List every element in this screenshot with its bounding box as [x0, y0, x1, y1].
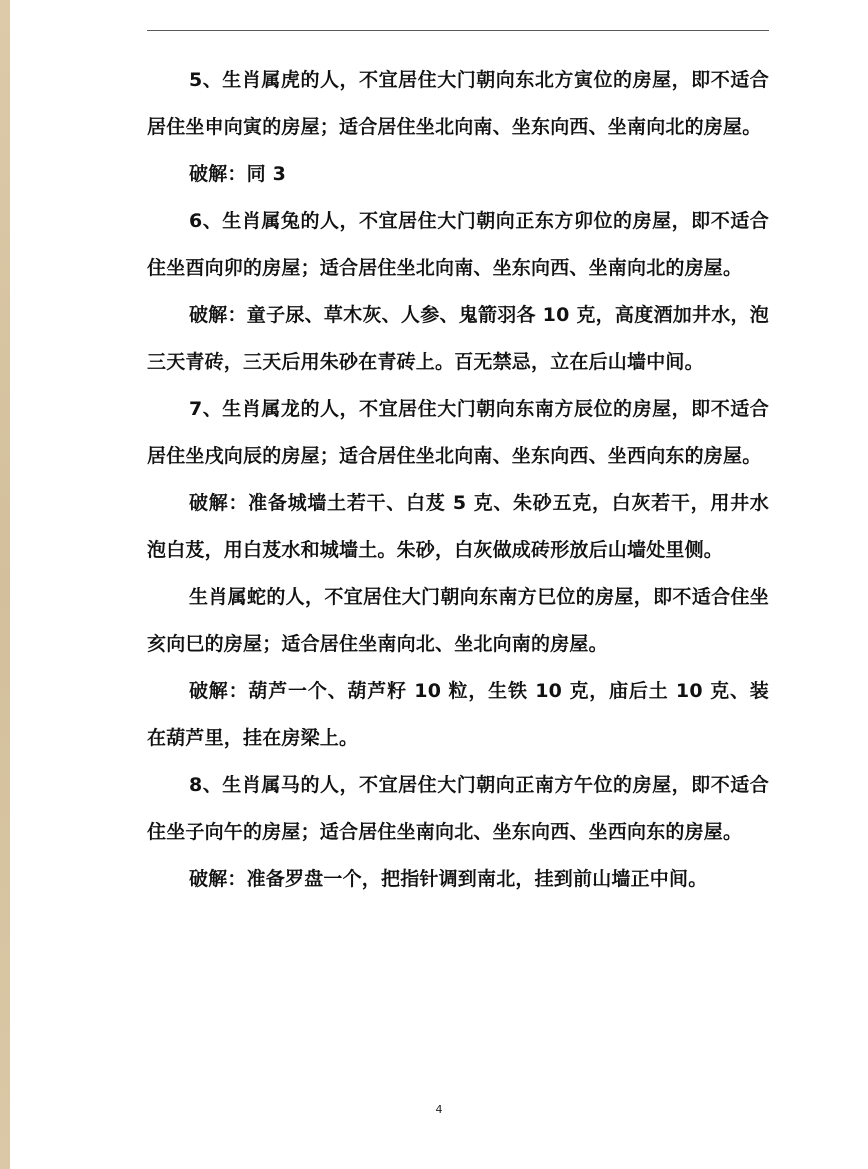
- remedy-tiger: 破解：同 3: [189, 163, 287, 185]
- remedy-snake: 破解：葫芦一个、葫芦籽 10 粒，生铁 10 克，庙后土 10 克、装在葫芦里，挂在房梁上。: [147, 680, 769, 749]
- header-rule: [147, 30, 769, 31]
- paragraph-rabbit: 6、生肖属兔的人，不宜居住大门朝向正东方卯位的房屋，即不适合住坐酉向卯的房屋；适合居住坐北向南、坐东向西、坐南向北的房屋。: [147, 210, 769, 279]
- document-body: [147, 57, 769, 903]
- page-number: 4: [435, 1103, 443, 1116]
- paragraph-dragon: 7、生肖属龙的人，不宜居住大门朝向东南方辰位的房屋，即不适合居住坐戌向辰的房屋；适合居住坐北向南、坐东向西、坐西向东的房屋。: [147, 398, 769, 467]
- paragraph-horse: 8、生肖属马的人，不宜居住大门朝向正南方午位的房屋，即不适合住坐子向午的房屋；适合居住坐南向北、坐东向西、坐西向东的房屋。: [147, 774, 769, 843]
- remedy-rabbit: 破解：童子尿、草木灰、人参、鬼箭羽各 10 克，高度酒加井水，泡三天青砖，三天后用朱砂在青砖上。百无禁忌，立在后山墙中间。: [147, 304, 769, 373]
- document-page: [10, 0, 868, 1169]
- paragraph-snake: 生肖属蛇的人，不宜居住大门朝向东南方巳位的房屋，即不适合住坐亥向巳的房屋；适合居住坐南向北、坐北向南的房屋。: [147, 586, 769, 655]
- remedy-dragon: 破解：准备城墙土若干、白芨 5 克、朱砂五克，白灰若干，用井水泡白芨，用白芨水和城墙土。朱砂，白灰做成砖形放后山墙处里侧。: [147, 492, 769, 561]
- paragraph-tiger: 5、生肖属虎的人，不宜居住大门朝向东北方寅位的房屋，即不适合居住坐申向寅的房屋；适合居住坐北向南、坐东向西、坐南向北的房屋。: [147, 69, 769, 138]
- page-edge-decoration: [0, 0, 10, 1169]
- remedy-horse: 破解：准备罗盘一个，把指针调到南北，挂到前山墙正中间。: [189, 868, 708, 890]
